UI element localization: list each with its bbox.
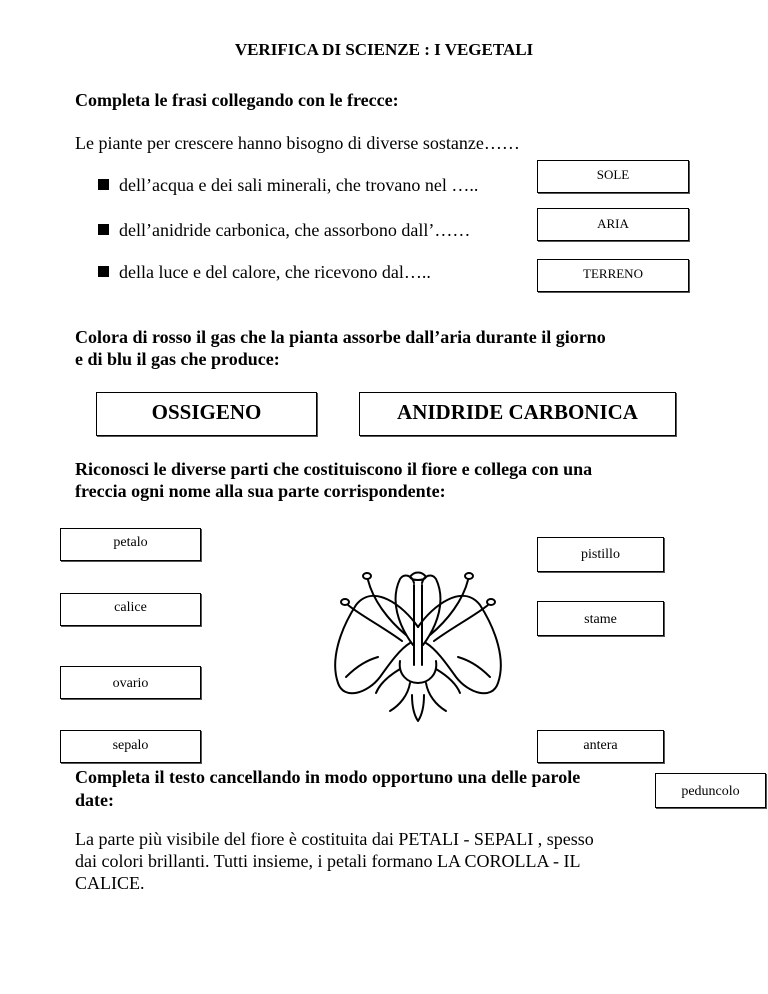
- section1-item: [98, 220, 470, 241]
- flower-diagram: [318, 565, 518, 725]
- label-box-antera: antera: [537, 730, 664, 763]
- label-box-sepalo: sepalo: [60, 730, 201, 763]
- gas-box-ossigeno: OSSIGENO: [96, 392, 317, 436]
- label-box-pistillo: pistillo: [537, 537, 664, 572]
- label-box-calice: calice: [60, 593, 201, 626]
- section2-heading-line1: Colora di rosso il gas che la pianta assorbe dall’aria durante il giorno: [75, 327, 606, 347]
- answer-box-aria: ARIA: [537, 208, 689, 241]
- section4-paragraph-line2: dai colori brillanti. Tutti insieme, i petali formano LA COROLLA - IL: [75, 851, 581, 871]
- section4-paragraph-line1: La parte più visibile del fiore è costituita dai PETALI - SEPALI , spesso: [75, 829, 594, 849]
- section3-heading-line2: freccia ogni nome alla sua parte corrispondente:: [75, 481, 446, 501]
- label-box-ovario: ovario: [60, 666, 201, 699]
- section2-heading-line2: e di blu il gas che produce:: [75, 349, 280, 369]
- bullet-square-icon: [98, 179, 109, 190]
- section1-item-text: della luce e del calore, che ricevono dal…..: [119, 262, 431, 282]
- bullet-square-icon: [98, 266, 109, 277]
- section1-item: [98, 262, 431, 283]
- section1-intro: Le piante per crescere hanno bisogno di diverse sostanze……: [75, 133, 520, 153]
- section1-heading: Completa le frasi collegando con le frecce:: [75, 90, 399, 110]
- section4-heading-line1: Completa il testo cancellando in modo opportuno una delle parole: [75, 767, 581, 787]
- bullet-square-icon: [98, 224, 109, 235]
- answer-box-sole: SOLE: [537, 160, 689, 193]
- page-title: VERIFICA DI SCIENZE : I VEGETALI: [234, 40, 534, 59]
- label-box-stame: stame: [537, 601, 664, 636]
- section1-item: [98, 175, 478, 196]
- label-box-peduncolo: peduncolo: [655, 773, 766, 808]
- section3-heading-line1: Riconosci le diverse parti che costituiscono il fiore e collega con una: [75, 459, 593, 479]
- section4-heading-line2: date:: [75, 790, 114, 810]
- section1-item-text: dell’anidride carbonica, che assorbono dall’……: [119, 220, 471, 240]
- section1-item-text: dell’acqua e dei sali minerali, che trovano nel …..: [119, 175, 479, 195]
- section4-paragraph-line3: CALICE.: [75, 873, 145, 893]
- gas-box-anidride-carbonica: ANIDRIDE CARBONICA: [359, 392, 676, 436]
- label-box-petalo: petalo: [60, 528, 201, 561]
- answer-box-terreno: TERRENO: [537, 259, 689, 292]
